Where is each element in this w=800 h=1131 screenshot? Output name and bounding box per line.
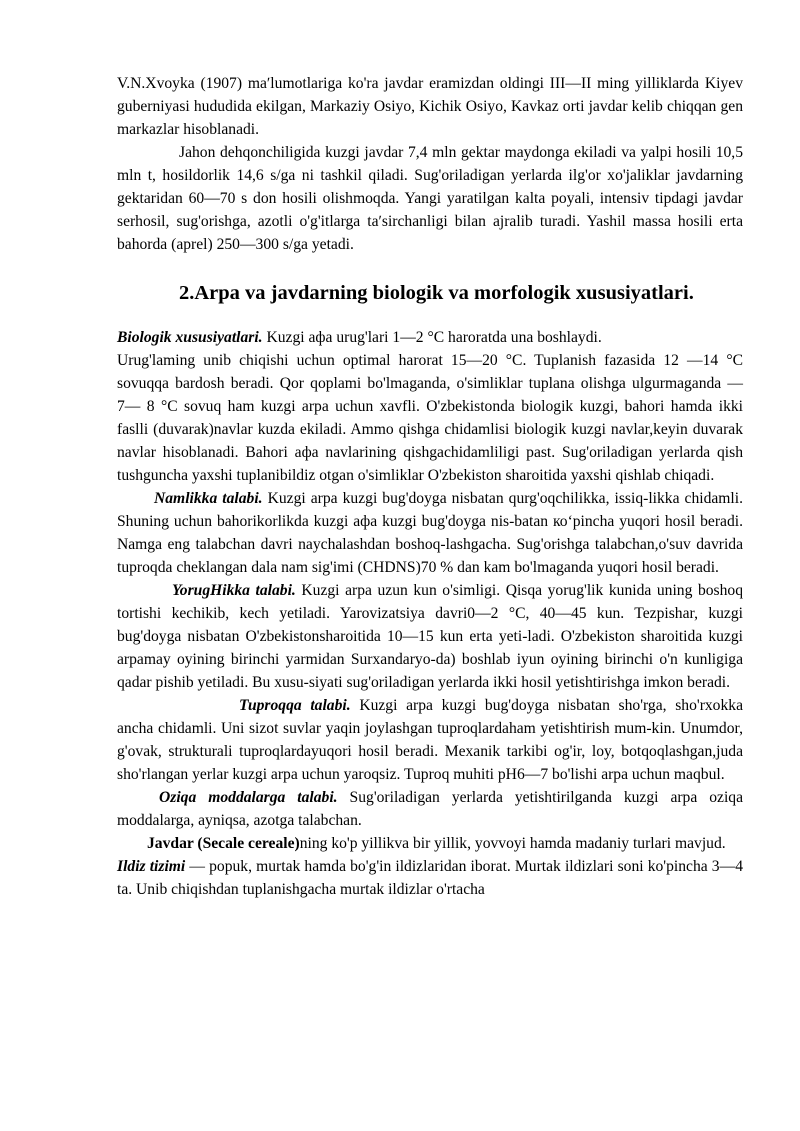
root-system-text: ― popuk, murtak hamda bo'g'in ildizlaridan iborat. Murtak ildizlari soni ko'pincha 3—4 ta. Unib chiqishdan tuplanishgacha murtak ildizlar o'rtacha — [117, 858, 743, 898]
biological-properties-paragraph — [117, 326, 743, 349]
light-requirement-text: Kuzgi arpa uzun kun o'simligi. Qisqa yorug'lik kunida uning boshoq tortishi kechikib, kech yetiladi. Yarovizatsiya davri0—2 °C, 40―45 kun. Tezpishar, kuzgi bug'doyga nisbatan O'zbekistonsharoitida 10―15 kun erta yeti-ladi. O'zbekiston sharoitida kuzgi arpamay oyining birinchi yarmidan Surxandaryo-da) boshlab iyun oyining birinchi o'n kunligiga qadar pishib yetiladi. Bu xusu-siyati sug'oriladigan yerlarda ikki hosil yetishtirishga imkon beradi. — [117, 582, 743, 691]
root-system-lead: Ildiz tizimi — [117, 858, 186, 875]
root-system-paragraph — [117, 855, 743, 901]
moisture-requirement-lead: Namlikka talabi. — [154, 490, 263, 507]
intro-paragraph: V.N.Xvoyka (1907) maʹlumotlariga ko'ra javdar eramizdan oldingi III―II ming yilliklarda Kiyev guberniyasi hududida ekilgan, Markaziy Osiyo, Kichik Osiyo, Kavkaz orti javdar kelib chiqqan gen markazlar hisoblanadi. — [117, 75, 743, 138]
nutrition-requirement-paragraph — [117, 786, 743, 832]
soil-requirement-paragraph — [117, 694, 743, 786]
biological-properties-text: Kuzgi aфa urug'lari 1—2 °C haroratda una boshlaydi. — [262, 329, 602, 346]
moisture-requirement-text: Kuzgi arpa kuzgi bug'doyga nisbatan qurg'oqchilikka, issiq-likka chidamli. Shuning uchun bahorikorlikda kuzgi aфa kuzgi bug'doyga nis-batan ко‘pincha yuqori hosil beradi. Namga eng talabchan davri naychalashdan boshoq-lashgacha. Sug'orishga talabchan,o'suv davrida tuproqda cheklangan dala nam sig'imi (CHDNS)70 % dan kam bo'lmaganda yuqori hosil beradi. — [117, 490, 743, 576]
rye-text: ning ko'p yillikva bir yillik, yovvoyi hamda madaniy turlari mavjud. — [299, 835, 726, 852]
statistics-paragraph: Jahon dehqonchiligida kuzgi javdar 7,4 mln gektar maydonga ekiladi va yalpi hosili 10,5 mln t, hosildorlik 14,6 s/ga ni tashkil qiladi. Sug'oriladigan yerlarda ilg'or xo'jaliklar javdarning gektaridan 60―70 s don hosili olishmoqda. Yangi yaratilgan kalta poyali, intensiv tipdagi javdar serhosil, sug'orishga, azotli o'g'itlarga taʹsirchanligi bilan ajralib turadi. Yashil massa hosili erta bahorda (aprel) 250―300 s/ga yetadi. — [117, 144, 743, 253]
light-requirement-paragraph — [117, 579, 743, 694]
nutrition-requirement-text: Sug'oriladigan yerlarda yetishtirilganda kuzgi arpa oziqa moddalarga, ayniqsa, azotga talabchan. — [117, 789, 744, 829]
biological-properties-continued: Urug'laming unib chiqishi uchun optimal harorat 15―20 °C. Tuplanish fazasida 12 ―14 °C sovuqqa bardosh beradi. Qor qoplami bo'lmaganda, o'simliklar tuplana olishga ulgurmaganda ― 7― 8 °C sovuq ham kuzgi arpa uchun xavfli. O'zbekistonda biologik kuzgi, bahori hamda ikki faslli (duvarak)navlar kuzda ekiladi. Ammo qishga chidamlisi biologik kuzgi navlar,keyin duvarak navlar hisoblanadi. Bahori aфa navlarining qishgachidamliligi past. Sug'oriladigan yerlarda qish tushguncha yaxshi tuplanibildiz otgan o'simliklar O'zbekiston sharoitida yaxshi qishlab chiqadi. — [117, 352, 743, 484]
rye-paragraph — [117, 832, 743, 855]
document-page — [117, 72, 743, 901]
soil-requirement-lead: Tuproqqa talabi. — [239, 697, 351, 714]
rye-lead: Javdar (Secale cereale) — [147, 835, 300, 852]
section-heading: 2.Arpa va javdarning biologik va morfologik xususiyatlari. — [179, 282, 694, 304]
moisture-requirement-paragraph — [117, 487, 743, 579]
light-requirement-lead: YorugHikka talabi. — [172, 582, 296, 599]
nutrition-requirement-lead: Oziqa moddalarga talabi. — [159, 789, 338, 806]
biological-properties-lead: Biologik xususiyatlari. — [117, 329, 263, 346]
soil-requirement-text: Kuzgi arpa kuzgi bug'doyga nisbatan sho'rga, sho'rxokka ancha chidamli. Uni sizot suvlar yaqin joylashgan tuproqlardaham yetishtirish mum-kin. Unumdor, g'ovak, strukturali tuproqlardayuqori hosil beradi. Mexanik tarkibi og'ir, loy, botqoqlashgan,juda sho'rlangan yerlar kuzgi arpa uchun yaroqsiz. Tuproq muhiti pH6—7 bo'lishi arpa uchun maqbul. — [117, 697, 743, 783]
